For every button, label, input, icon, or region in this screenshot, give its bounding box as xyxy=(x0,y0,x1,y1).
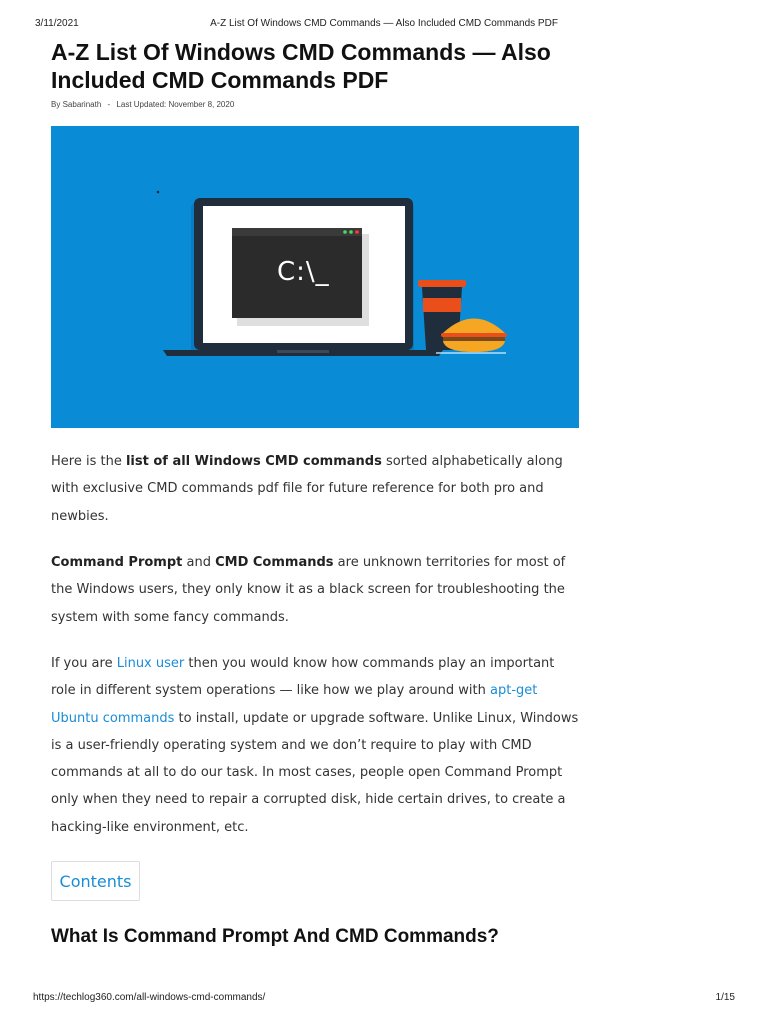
p1-text-2: sorted alphabetically along with exclusive CMD commands pdf file for future reference for both pro and newbies. xyxy=(51,454,563,524)
linux-user-link[interactable]: Linux user xyxy=(116,656,185,671)
p2-bold-1: Command Prompt xyxy=(51,555,183,570)
author-name[interactable]: Sabarinath xyxy=(62,100,102,109)
byline-separator: - xyxy=(107,100,111,109)
dot-decoration xyxy=(157,191,160,194)
p3-text-2: then you would know how commands play an important role in different system operations — like how we play around with xyxy=(51,656,555,699)
print-page-title: A-Z List Of Windows CMD Commands — Also Included CMD Commands PDF xyxy=(210,18,558,29)
print-footer xyxy=(0,992,768,1006)
terminal-titlebar xyxy=(232,228,362,236)
byline-by: By xyxy=(51,100,61,109)
cmd-prompt-text: C:\_ xyxy=(277,257,330,287)
print-date: 3/11/2021 xyxy=(35,18,79,29)
print-url: https://techlog360.com/all-windows-cmd-commands/ xyxy=(33,992,266,1003)
p2-text-1: and xyxy=(182,555,216,570)
p2-bold-2: CMD Commands xyxy=(215,555,334,570)
article-title: A-Z List Of Windows CMD Commands — Also Included CMD Commands PDF xyxy=(51,39,551,93)
window-dot-green-2-icon xyxy=(349,230,353,234)
last-updated: Last Updated: November 8, 2020 xyxy=(116,100,235,109)
contents-toggle-button[interactable]: Contents xyxy=(51,861,140,901)
linux-paragraph xyxy=(51,650,581,841)
hero-image xyxy=(51,126,579,428)
p1-bold-1: list of all Windows CMD commands xyxy=(125,454,382,469)
p1-text-1: Here is the xyxy=(51,454,126,469)
section-heading: What Is Command Prompt And CMD Commands? xyxy=(51,926,499,947)
window-dot-green-icon xyxy=(343,230,347,234)
apt-get-ubuntu-link[interactable]: apt-get Ubuntu commands xyxy=(51,683,538,726)
p2-text-2: are unknown territories for most of the Windows users, they only know it as a black screen for troubleshooting the system with some fancy commands. xyxy=(51,555,566,625)
page-number: 1/15 xyxy=(715,992,735,1003)
cmd-paragraph xyxy=(51,549,581,631)
p3-text-1: If you are xyxy=(51,656,117,671)
p3-text-3: to install, update or upgrade software. Unlike Linux, Windows is a user-friendly operating system and we don’t require to play with CMD commands at all to do our task. In most cases, people open Command Prompt only when they need to repair a corrupted disk, hide certain drives, to create a hacking-like environment, etc. xyxy=(51,710,579,835)
print-header xyxy=(0,18,768,32)
intro-paragraph xyxy=(51,448,581,530)
byline xyxy=(51,100,234,109)
window-dot-red-icon xyxy=(355,230,359,234)
